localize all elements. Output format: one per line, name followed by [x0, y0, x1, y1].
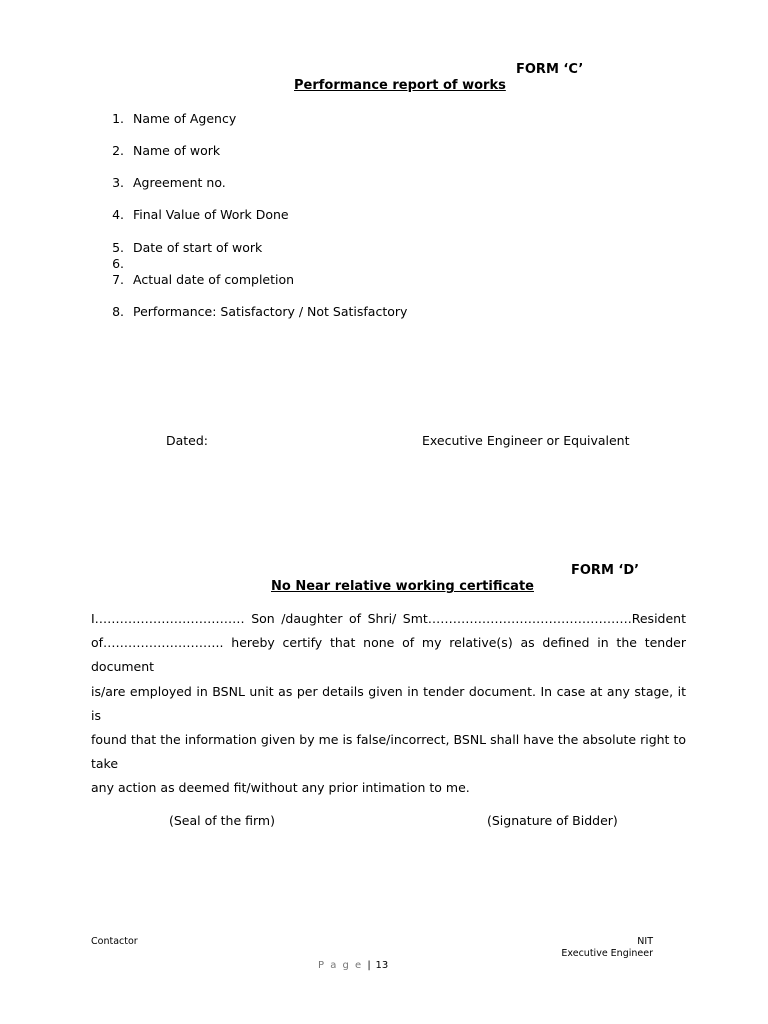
page-separator: |: [367, 960, 371, 971]
item-number: 5.: [112, 240, 124, 255]
footer-left: Contactor: [91, 936, 138, 947]
page-number: 13: [375, 960, 389, 971]
item-number: 7.: [112, 272, 124, 287]
paragraph-line: is/are employed in BSNL unit as per details given in tender document. In case at any stage, it is: [91, 683, 686, 723]
signature-label: (Signature of Bidder): [487, 813, 618, 828]
item-text: Name of Agency: [133, 111, 237, 126]
item-number: 2.: [112, 143, 124, 158]
seal-label: (Seal of the firm): [169, 813, 275, 828]
page-word: P a g e: [318, 960, 363, 971]
item-text: Final Value of Work Done: [133, 207, 289, 222]
paragraph-line: I……………………………… Son /daughter of Shri/ Smt………………………………………….Resident: [91, 611, 686, 626]
form-c-title: Performance report of works: [294, 78, 506, 93]
paragraph-line: any action as deemed fit/without any prior intimation to me.: [91, 780, 470, 796]
dated-label: Dated:: [166, 433, 209, 448]
signatory-label: Executive Engineer or Equivalent: [422, 433, 630, 448]
paragraph-line: of……………………….. hereby certify that none of my relative(s) as defined in the tender document: [91, 635, 686, 675]
item-text: Date of start of work: [133, 240, 263, 255]
item-number: 4.: [112, 207, 124, 222]
item-number: 8.: [112, 304, 124, 319]
item-number: 3.: [112, 175, 124, 190]
footer-right-line2: Executive Engineer: [561, 948, 653, 959]
form-d-label: FORM ‘D’: [571, 563, 640, 578]
item-number: 6.: [112, 256, 124, 271]
certificate-paragraph: [91, 607, 686, 801]
page-number-footer: [318, 960, 388, 971]
item-number: 1.: [112, 111, 124, 126]
item-text: Name of work: [133, 143, 221, 158]
item-text: Agreement no.: [133, 175, 226, 190]
form-d-title: No Near relative working certificate: [271, 579, 534, 594]
paragraph-line: found that the information given by me is false/incorrect, BSNL shall have the absolute right to take: [91, 732, 686, 772]
footer-right-line1: NIT: [637, 936, 653, 947]
item-text: Performance: Satisfactory / Not Satisfactory: [133, 304, 408, 319]
form-c-label: FORM ‘C’: [516, 62, 584, 77]
item-text: Actual date of completion: [133, 272, 295, 287]
